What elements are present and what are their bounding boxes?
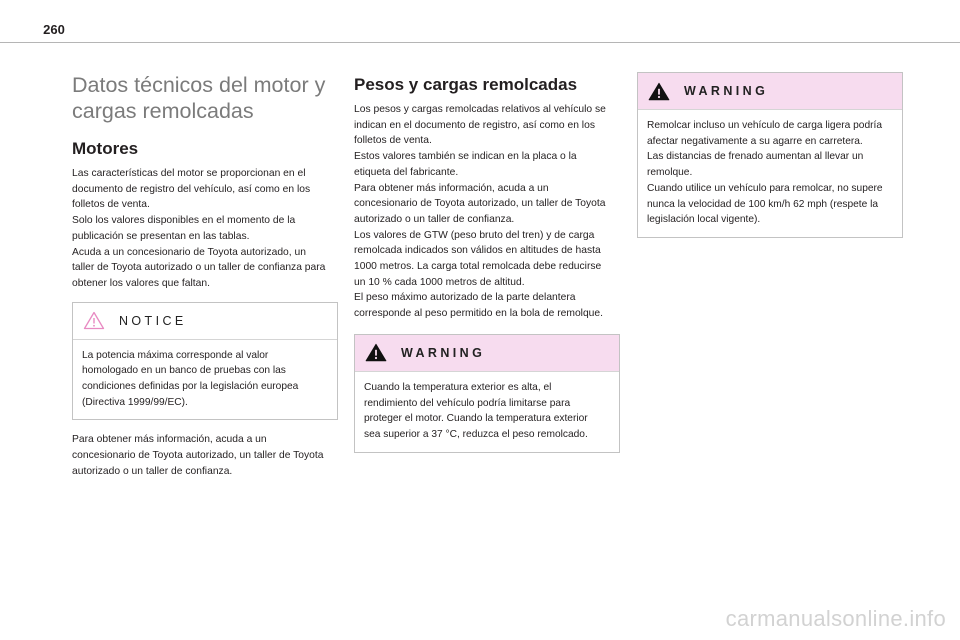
warning-title: WARNING bbox=[401, 345, 486, 360]
column-towing-warning bbox=[637, 72, 903, 238]
warning-header bbox=[355, 335, 619, 372]
chapter-title: Datos técnicos del motor y cargas remolcadas bbox=[72, 73, 326, 123]
section-heading-engines: Motores bbox=[72, 139, 139, 158]
section-heading-weights: Pesos y cargas remolcadas bbox=[354, 75, 578, 94]
warning-text: Remolcar incluso un vehículo de carga ligera podría afectar negativamente a su agarre en carretera. Las distancias de frenado aumentan al llevar un remolque. Cuando utilice un vehículo para remolcar, no supere nunca la velocidad de 100 km/h 62 mph (respete la legislación local vigente). bbox=[647, 120, 883, 226]
notice-box bbox=[72, 302, 338, 421]
warning-triangle-filled-icon bbox=[648, 82, 670, 101]
warning-box-temperature bbox=[354, 334, 620, 453]
warning-box-towing bbox=[637, 72, 903, 238]
column-engines bbox=[72, 72, 338, 480]
engines-intro-text: Las características del motor se proporcionan en el documento de registro del vehículo, así como en los folletos de venta. Solo los valores disponibles en el momento de la publicación se presentan en las tablas. Acuda a un concesionario de Toyota autorizado, un taller de Toyota autorizado o un taller de confianza para obtener los valores que faltan. bbox=[72, 168, 326, 289]
header-divider bbox=[0, 42, 960, 43]
warning-header bbox=[638, 73, 902, 110]
warning-body bbox=[355, 372, 619, 452]
column-weights bbox=[354, 72, 620, 453]
notice-text: La potencia máxima corresponde al valor homologado en un banco de pruebas con las condiciones definidas por la legislación europea (Directiva 1999/99/EC). bbox=[82, 349, 299, 408]
notice-header bbox=[73, 303, 337, 340]
warning-body bbox=[638, 110, 902, 237]
warning-triangle-outline-icon bbox=[83, 311, 105, 330]
weights-text: Los pesos y cargas remolcadas relativos al vehículo se indican en el documento de registro, así como en los folletos de venta. Estos valores también se indican en la placa o la etiqueta del fabricante. Para obtener más información, acuda a un concesionario de Toyota autorizado, un taller de Toyota autorizado o un taller de confianza. Los valores de GTW (peso bruto del tren) y de carga remolcada indicados son válidos en altitudes de hasta 1000 metros. La carga total remolcada debe reducirse un 10 % cada 1000 metros de altitud. El peso máximo autorizado de la parte delantera corresponde al peso permitido en la bola de remolque. bbox=[354, 104, 606, 320]
warning-triangle-filled-icon bbox=[365, 343, 387, 362]
page-number: 260 bbox=[43, 22, 65, 37]
notice-title: NOTICE bbox=[119, 313, 187, 328]
watermark: carmanualsonline.info bbox=[725, 606, 946, 631]
notice-body bbox=[73, 340, 337, 420]
warning-title: WARNING bbox=[684, 84, 769, 98]
engines-outro-text: Para obtener más información, acuda a un concesionario de Toyota autorizado, un taller de Toyota autorizado o un taller de confianza. bbox=[72, 434, 324, 477]
warning-text: Cuando la temperatura exterior es alta, el rendimiento del vehículo podría limitarse para proteger el motor. Cuando la temperatura exterior sea superior a 37 °C, reduzca el peso remolcado. bbox=[364, 381, 588, 440]
